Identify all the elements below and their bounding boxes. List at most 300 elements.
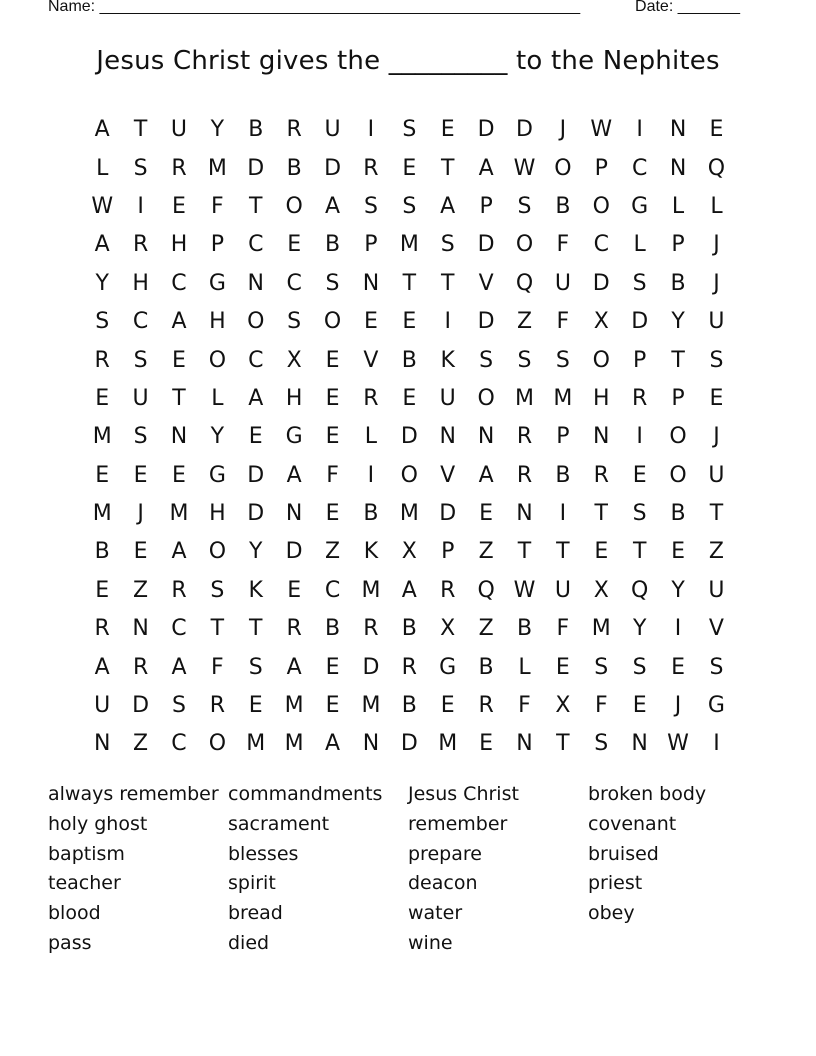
grid-letter[interactable]: E [95, 462, 110, 488]
grid-letter[interactable]: X [593, 577, 609, 603]
grid-letter[interactable]: E [709, 117, 724, 143]
grid-letter[interactable]: P [671, 385, 685, 411]
grid-letter[interactable]: A [94, 654, 110, 680]
grid-letter[interactable]: C [171, 731, 187, 757]
grid-letter[interactable]: M [169, 501, 189, 527]
grid-letter[interactable]: S [363, 193, 378, 219]
grid-letter[interactable]: I [559, 501, 567, 527]
grid-letter[interactable]: U [708, 462, 725, 488]
grid-letter[interactable]: D [477, 232, 495, 258]
grid-letter[interactable]: T [210, 616, 225, 642]
grid-letter[interactable]: D [324, 155, 342, 181]
grid-letter[interactable]: O [477, 385, 495, 411]
grid-letter[interactable]: D [285, 539, 303, 565]
grid-letter[interactable]: X [440, 616, 456, 642]
grid-letter[interactable]: R [132, 232, 149, 258]
grid-letter[interactable]: T [249, 616, 263, 642]
grid-letter[interactable]: D [400, 424, 418, 450]
grid-letter[interactable]: B [670, 270, 686, 296]
grid-letter[interactable]: S [325, 270, 340, 296]
grid-letter[interactable]: N [132, 616, 149, 642]
grid-letter[interactable]: N [170, 424, 188, 450]
grid-letter[interactable]: S [632, 501, 647, 527]
grid-letter[interactable]: U [324, 117, 341, 143]
grid-letter[interactable]: R [171, 155, 187, 181]
grid-letter[interactable]: U [708, 309, 725, 335]
grid-letter[interactable]: N [362, 731, 380, 757]
grid-letter[interactable]: E [287, 577, 302, 603]
grid-letter[interactable]: U [132, 385, 149, 411]
grid-letter[interactable]: S [210, 577, 225, 603]
grid-letter[interactable]: C [248, 347, 264, 373]
grid-letter[interactable]: E [287, 232, 302, 258]
grid-letter[interactable]: E [632, 693, 647, 719]
grid-letter[interactable]: Y [249, 539, 263, 565]
grid-letter[interactable]: R [516, 424, 533, 450]
grid-letter[interactable]: C [286, 270, 302, 296]
grid-letter[interactable]: Y [671, 577, 685, 603]
grid-letter[interactable]: E [632, 462, 647, 488]
grid-letter[interactable]: E [671, 654, 685, 680]
grid-letter[interactable]: A [171, 539, 187, 565]
word-list-item: priest [588, 872, 643, 895]
grid-letter[interactable]: S [594, 654, 609, 680]
grid-letter[interactable]: R [286, 117, 302, 143]
grid-letter[interactable]: D [477, 117, 495, 143]
grid-letter[interactable]: R [94, 347, 110, 373]
grid-letter[interactable]: U [708, 577, 725, 603]
grid-letter[interactable]: R [363, 385, 379, 411]
grid-letter[interactable]: A [286, 462, 302, 488]
grid-letter[interactable]: B [94, 539, 110, 565]
grid-letter[interactable]: B [324, 616, 341, 642]
grid-letter[interactable]: K [440, 347, 455, 373]
grid-letter[interactable]: T [440, 270, 455, 296]
grid-letter[interactable]: H [593, 385, 610, 411]
grid-letter[interactable]: A [401, 577, 417, 603]
grid-letter[interactable]: O [515, 232, 534, 258]
grid-letter[interactable]: E [325, 347, 340, 373]
grid-letter[interactable]: D [631, 309, 649, 335]
grid-letter[interactable]: O [208, 731, 227, 757]
grid-letter[interactable]: R [401, 654, 417, 680]
grid-letter[interactable]: X [401, 539, 417, 565]
word-list-item: deacon [408, 872, 478, 895]
grid-letter[interactable]: Y [671, 309, 685, 335]
grid-letter[interactable]: M [246, 731, 266, 757]
grid-letter[interactable]: T [133, 117, 148, 143]
grid-letter[interactable]: A [286, 654, 302, 680]
grid-letter[interactable]: C [132, 309, 149, 335]
grid-letter[interactable]: R [286, 616, 302, 642]
grid-letter[interactable]: M [207, 155, 227, 181]
grid-letter[interactable]: E [133, 539, 148, 565]
grid-letter[interactable]: Z [516, 309, 533, 335]
grid-letter[interactable]: E [95, 385, 110, 411]
grid-letter[interactable]: N [516, 501, 533, 527]
grid-letter[interactable]: Z [133, 577, 149, 603]
grid-letter[interactable]: R [132, 654, 149, 680]
grid-letter[interactable]: R [171, 577, 187, 603]
grid-letter[interactable]: Z [325, 539, 341, 565]
grid-letter[interactable]: R [363, 155, 379, 181]
grid-letter[interactable]: T [402, 270, 417, 296]
grid-letter[interactable]: I [636, 117, 643, 143]
grid-letter[interactable]: Q [477, 577, 495, 603]
grid-letter[interactable]: S [248, 654, 263, 680]
grid-letter[interactable]: E [325, 385, 340, 411]
word-list-item: bread [228, 902, 283, 925]
grid-letter[interactable]: S [402, 193, 417, 219]
grid-letter[interactable]: A [478, 155, 494, 181]
grid-letter[interactable]: F [518, 693, 531, 719]
grid-letter[interactable]: S [287, 309, 302, 335]
grid-letter[interactable]: S [95, 309, 110, 335]
grid-letter[interactable]: J [137, 501, 144, 527]
grid-letter[interactable]: H [170, 232, 188, 258]
grid-letter[interactable]: E [402, 385, 417, 411]
grid-letter[interactable]: O [669, 462, 687, 488]
grid-letter[interactable]: F [556, 232, 570, 258]
name-field[interactable]: Name: ______________________________________________________ [48, 0, 581, 15]
grid-letter[interactable]: R [632, 385, 648, 411]
grid-letter[interactable]: O [285, 193, 303, 219]
grid-letter[interactable]: P [633, 347, 647, 373]
grid-letter[interactable]: B [555, 462, 571, 488]
grid-letter[interactable]: F [211, 193, 224, 219]
grid-letter[interactable]: H [285, 385, 303, 411]
grid-letter[interactable]: S [133, 155, 148, 181]
grid-letter[interactable]: U [554, 577, 571, 603]
grid-letter[interactable]: C [248, 232, 264, 258]
grid-letter[interactable]: G [285, 424, 303, 450]
grid-letter[interactable]: M [591, 616, 611, 642]
grid-letter[interactable]: I [367, 462, 375, 488]
grid-letter[interactable]: J [713, 232, 720, 258]
grid-letter[interactable]: J [674, 693, 682, 719]
grid-letter[interactable]: I [367, 117, 375, 143]
grid-letter[interactable]: O [208, 347, 227, 373]
grid-letter[interactable]: M [92, 501, 112, 527]
grid-letter[interactable]: D [247, 462, 265, 488]
grid-letter[interactable]: R [440, 577, 456, 603]
grid-letter[interactable]: Q [631, 577, 649, 603]
grid-letter[interactable]: N [247, 270, 264, 296]
grid-letter[interactable]: B [401, 616, 417, 642]
grid-letter[interactable]: O [592, 193, 610, 219]
grid-letter[interactable]: M [399, 232, 419, 258]
grid-letter[interactable]: J [713, 424, 720, 450]
grid-letter[interactable]: W [91, 193, 114, 219]
grid-letter[interactable]: E [709, 385, 724, 411]
grid-letter[interactable]: D [362, 654, 380, 680]
grid-letter[interactable]: I [137, 193, 144, 219]
grid-letter[interactable]: S [171, 693, 186, 719]
grid-letter[interactable]: S [440, 232, 455, 258]
grid-letter[interactable]: B [363, 501, 379, 527]
grid-letter[interactable]: H [209, 309, 226, 335]
grid-letter[interactable]: T [709, 501, 724, 527]
grid-letter[interactable]: Q [515, 270, 534, 296]
grid-letter[interactable]: L [96, 155, 109, 181]
grid-letter[interactable]: E [440, 693, 455, 719]
grid-letter[interactable]: I [713, 731, 720, 757]
grid-letter[interactable]: Y [95, 270, 109, 296]
grid-letter[interactable]: E [172, 347, 186, 373]
grid-letter[interactable]: G [208, 270, 226, 296]
grid-letter[interactable]: R [593, 462, 609, 488]
grid-letter[interactable]: T [671, 347, 685, 373]
grid-letter[interactable]: M [284, 693, 304, 719]
grid-letter[interactable]: S [479, 347, 494, 373]
grid-letter[interactable]: A [94, 232, 110, 258]
grid-letter[interactable]: T [249, 193, 263, 219]
grid-letter[interactable]: O [592, 347, 610, 373]
grid-letter[interactable]: B [401, 693, 417, 719]
grid-letter[interactable]: R [478, 693, 494, 719]
grid-letter[interactable]: K [248, 577, 263, 603]
grid-letter[interactable]: C [171, 616, 187, 642]
grid-letter[interactable]: W [513, 577, 536, 603]
grid-letter[interactable]: C [171, 270, 187, 296]
grid-letter[interactable]: B [401, 347, 417, 373]
grid-letter[interactable]: K [363, 539, 379, 565]
grid-letter[interactable]: P [441, 539, 455, 565]
grid-letter[interactable]: T [556, 731, 570, 757]
grid-letter[interactable]: A [325, 193, 341, 219]
grid-letter[interactable]: E [671, 539, 685, 565]
grid-letter[interactable]: D [247, 155, 265, 181]
grid-letter[interactable]: I [636, 424, 643, 450]
grid-letter[interactable]: C [593, 232, 609, 258]
grid-letter[interactable]: L [633, 232, 646, 258]
grid-letter[interactable]: M [553, 385, 573, 411]
grid-letter[interactable]: L [671, 193, 685, 219]
grid-letter[interactable]: R [363, 616, 379, 642]
grid-letter[interactable]: H [132, 270, 149, 296]
grid-letter[interactable]: B [670, 501, 686, 527]
word-list-item: sacrament [228, 812, 330, 835]
grid-letter[interactable]: Y [210, 424, 225, 450]
grid-letter[interactable]: S [709, 347, 724, 373]
grid-letter[interactable]: I [674, 616, 682, 642]
grid-letter[interactable]: B [478, 654, 494, 680]
grid-letter[interactable]: O [400, 462, 418, 488]
grid-letter[interactable]: T [440, 155, 455, 181]
grid-letter[interactable]: N [669, 117, 687, 143]
grid-letter[interactable]: E [325, 654, 340, 680]
grid-letter[interactable]: A [325, 731, 341, 757]
grid-letter[interactable]: S [517, 347, 532, 373]
grid-letter[interactable]: U [94, 693, 111, 719]
grid-letter[interactable]: V [478, 270, 494, 296]
grid-letter[interactable]: S [517, 193, 532, 219]
grid-letter[interactable]: M [92, 424, 112, 450]
grid-letter[interactable]: E [363, 309, 378, 335]
grid-letter[interactable]: N [593, 424, 610, 450]
grid-letter[interactable]: N [669, 155, 687, 181]
grid-letter[interactable]: T [517, 539, 532, 565]
grid-letter[interactable]: N [631, 731, 648, 757]
grid-letter[interactable]: F [326, 462, 339, 488]
grid-letter[interactable]: E [172, 193, 186, 219]
grid-letter[interactable]: W [667, 731, 689, 757]
grid-letter[interactable]: F [556, 616, 570, 642]
grid-letter[interactable]: W [590, 117, 613, 143]
grid-letter[interactable]: M [399, 501, 419, 527]
grid-letter[interactable]: B [286, 155, 302, 181]
grid-letter[interactable]: M [361, 577, 381, 603]
grid-letter[interactable]: T [556, 539, 570, 565]
grid-letter[interactable]: L [364, 424, 378, 450]
grid-letter[interactable]: C [631, 155, 648, 181]
grid-letter[interactable]: O [208, 539, 227, 565]
grid-letter[interactable]: E [402, 309, 417, 335]
grid-letter[interactable]: L [518, 654, 531, 680]
grid-letter[interactable]: S [632, 270, 647, 296]
grid-letter[interactable]: N [93, 731, 111, 757]
grid-letter[interactable]: N [477, 424, 495, 450]
grid-letter[interactable]: A [248, 385, 264, 411]
grid-letter[interactable]: T [632, 539, 647, 565]
grid-letter[interactable]: S [632, 654, 647, 680]
grid-letter[interactable]: R [94, 616, 110, 642]
grid-letter[interactable]: B [248, 117, 264, 143]
grid-letter[interactable]: B [555, 193, 571, 219]
grid-letter[interactable]: O [247, 309, 265, 335]
grid-letter[interactable]: T [594, 501, 608, 527]
grid-letter[interactable]: Z [708, 539, 724, 565]
grid-letter[interactable]: P [210, 232, 224, 258]
grid-letter[interactable]: F [211, 654, 224, 680]
grid-letter[interactable]: G [208, 462, 226, 488]
grid-letter[interactable]: N [362, 270, 380, 296]
grid-letter[interactable]: J [559, 117, 567, 143]
grid-letter[interactable]: V [708, 616, 724, 642]
grid-letter[interactable]: H [209, 501, 226, 527]
grid-letter[interactable]: G [707, 693, 725, 719]
grid-letter[interactable]: N [439, 424, 456, 450]
grid-letter[interactable]: E [248, 424, 263, 450]
letter-grid [83, 111, 733, 764]
grid-letter[interactable]: Z [133, 731, 149, 757]
grid-letter[interactable]: Z [478, 616, 494, 642]
grid-letter[interactable]: A [440, 193, 456, 219]
grid-letter[interactable]: O [323, 309, 342, 335]
grid-letter[interactable]: Z [478, 539, 494, 565]
grid-letter[interactable]: S [133, 347, 148, 373]
grid-letter[interactable]: E [248, 693, 263, 719]
grid-letter[interactable]: D [132, 693, 150, 719]
grid-letter[interactable]: U [439, 385, 456, 411]
grid-letter[interactable]: S [594, 731, 609, 757]
grid-letter[interactable]: P [479, 193, 493, 219]
grid-letter[interactable]: E [479, 501, 494, 527]
grid-letter[interactable]: A [171, 654, 187, 680]
grid-letter[interactable]: U [554, 270, 571, 296]
grid-letter[interactable]: E [172, 462, 186, 488]
grid-letter[interactable]: A [94, 117, 110, 143]
grid-letter[interactable]: M [515, 385, 534, 411]
grid-letter[interactable]: X [555, 693, 571, 719]
grid-letter[interactable]: G [439, 654, 457, 680]
grid-letter[interactable]: X [593, 309, 609, 335]
grid-letter[interactable]: E [325, 693, 340, 719]
word-list-item: commandments [228, 783, 383, 805]
grid-letter[interactable]: O [554, 155, 572, 181]
grid-letter[interactable]: R [209, 693, 226, 719]
grid-letter[interactable]: D [516, 117, 533, 143]
grid-letter[interactable]: U [170, 117, 188, 143]
word-list-item [588, 929, 768, 959]
grid-letter[interactable]: C [324, 577, 341, 603]
grid-letter[interactable]: L [211, 385, 224, 411]
grid-letter[interactable]: S [402, 117, 417, 143]
grid-letter[interactable]: D [592, 270, 610, 296]
grid-letter[interactable]: G [631, 193, 649, 219]
grid-letter[interactable]: D [439, 501, 457, 527]
grid-letter[interactable]: Q [707, 155, 726, 181]
grid-letter[interactable]: X [286, 347, 302, 373]
grid-letter[interactable]: Y [632, 616, 647, 642]
word-list-item: bruised [588, 842, 659, 865]
grid-letter[interactable]: E [325, 424, 340, 450]
grid-letter[interactable]: E [402, 155, 417, 181]
grid-letter[interactable]: J [713, 270, 720, 296]
grid-letter[interactable]: L [710, 193, 723, 219]
grid-letter[interactable]: S [133, 424, 148, 450]
grid-letter[interactable]: P [364, 232, 378, 258]
grid-letter[interactable]: M [284, 731, 304, 757]
grid-letter[interactable]: E [555, 654, 570, 680]
grid-letter[interactable]: E [133, 462, 148, 488]
word-list-item: blesses [228, 842, 299, 865]
grid-letter[interactable]: N [285, 501, 303, 527]
grid-letter[interactable]: P [671, 232, 685, 258]
grid-letter[interactable]: D [400, 731, 418, 757]
grid-letter[interactable]: M [438, 731, 458, 757]
grid-letter[interactable]: D [247, 501, 265, 527]
grid-letter[interactable]: O [669, 424, 687, 450]
grid-letter[interactable]: P [556, 424, 570, 450]
grid-letter[interactable]: E [479, 731, 494, 757]
grid-letter[interactable]: T [172, 385, 186, 411]
grid-letter[interactable]: I [444, 309, 451, 335]
grid-letter[interactable]: B [324, 232, 341, 258]
grid-letter[interactable]: F [556, 309, 570, 335]
grid-letter[interactable]: B [516, 616, 533, 642]
grid-letter[interactable]: A [478, 462, 494, 488]
grid-letter[interactable]: P [594, 155, 608, 181]
grid-letter[interactable]: M [361, 693, 381, 719]
grid-letter[interactable]: Y [210, 117, 225, 143]
grid-letter[interactable]: E [440, 117, 455, 143]
grid-letter[interactable]: S [709, 654, 724, 680]
grid-letter[interactable]: F [594, 693, 608, 719]
grid-letter[interactable]: S [555, 347, 570, 373]
grid-letter[interactable]: D [477, 309, 495, 335]
grid-letter[interactable]: E [594, 539, 609, 565]
grid-letter[interactable]: V [363, 347, 379, 373]
grid-letter[interactable]: A [171, 309, 187, 335]
grid-letter[interactable]: V [440, 462, 456, 488]
date-field[interactable]: Date: _______ [635, 0, 740, 15]
grid-letter[interactable]: E [95, 577, 110, 603]
grid-letter[interactable]: N [516, 731, 533, 757]
grid-letter[interactable]: W [513, 155, 536, 181]
grid-letter[interactable]: R [516, 462, 533, 488]
grid-letter[interactable]: E [325, 501, 340, 527]
